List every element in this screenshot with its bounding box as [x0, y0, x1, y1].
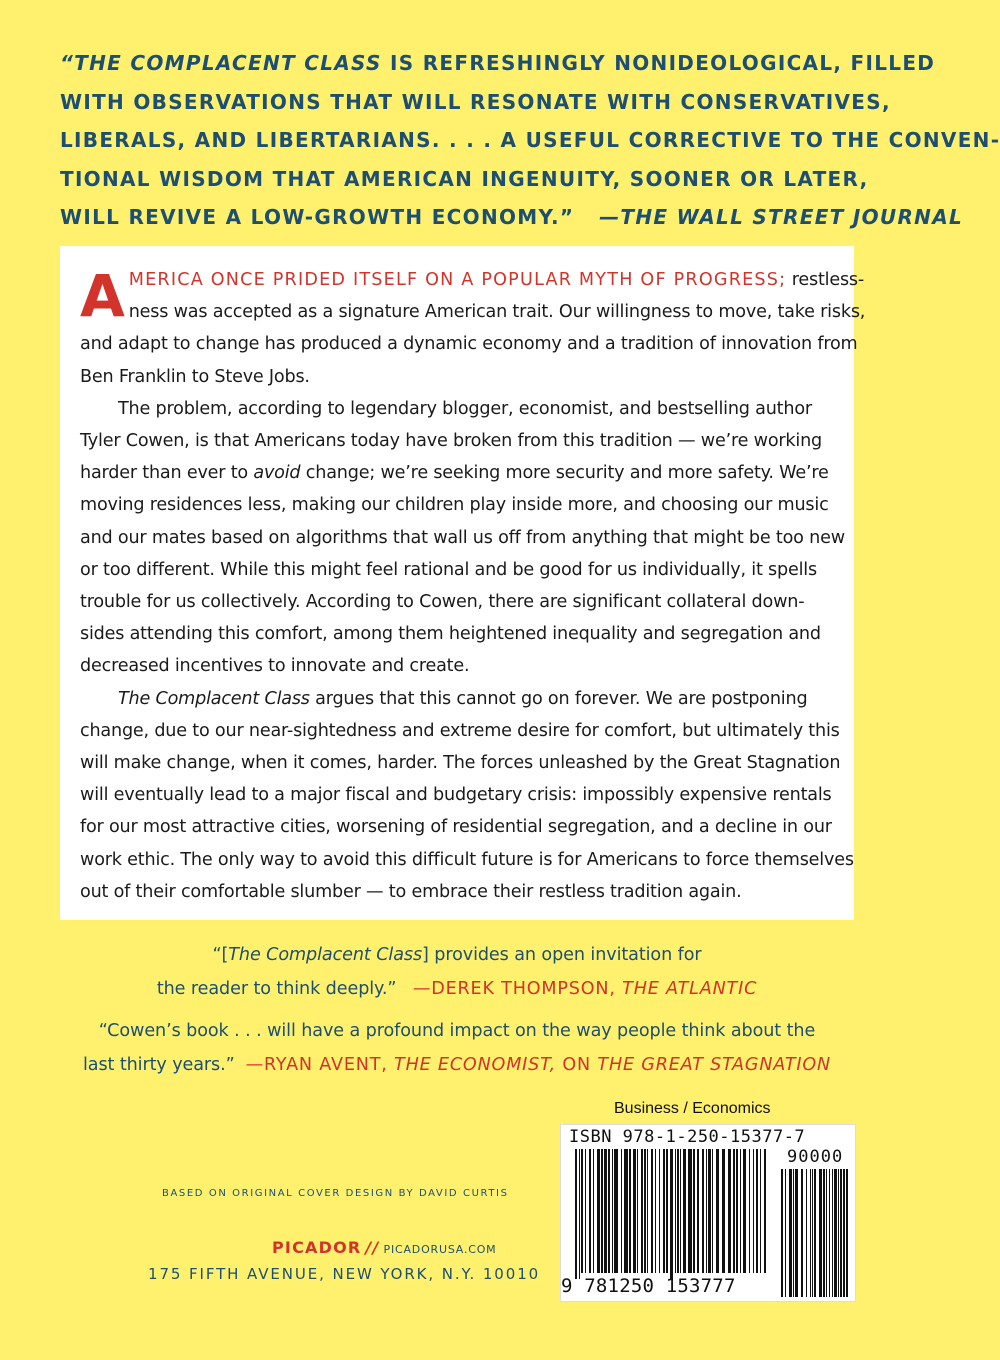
p2-line1: The problem, according to legendary blogger, economist, and bestselling author [118, 398, 812, 419]
barcode-bar [722, 1149, 725, 1273]
p2-line7: trouble for us collectively. According to Cowen, there are significant collateral down- [80, 592, 805, 613]
opening-caps: MERICA ONCE PRIDED ITSELF ON A POPULAR MYTH OF PROGRESS; [128, 270, 787, 290]
quote2-line1: ] provides an open invitation for [422, 945, 702, 965]
barcode-bar [697, 1149, 699, 1273]
barcode-bar [760, 1149, 761, 1273]
isbn-barcode [560, 1124, 856, 1302]
description-panel [60, 246, 866, 920]
p1-line2: ness was accepted as a signature American trait. Our willingness to move, take risks, [128, 302, 866, 323]
quote3-source-pub: THE ECONOMIST, [394, 1055, 556, 1075]
barcode-bar [693, 1149, 695, 1273]
isbn-text: ISBN 978-1-250-15377-7 [569, 1127, 806, 1147]
barcode-bar [633, 1149, 636, 1273]
drop-cap: A [80, 262, 125, 330]
p3-line6: work ethic. The only way to avoid this difficult future is for Americans to force themselves [80, 849, 854, 870]
p2-line3-emph: avoid [253, 463, 301, 484]
barcode-bar [659, 1149, 660, 1273]
barcode-bar [581, 1149, 583, 1273]
p2-line9: decreased incentives to innovate and create. [80, 656, 470, 677]
top-quote-line5: WILL REVIVE A LOW-GROWTH ECONOMY.” [60, 205, 575, 229]
quote2-open: “[ [212, 945, 229, 965]
barcode-bar [708, 1149, 711, 1273]
p1-line1-end: restless- [786, 270, 865, 290]
barcode-bar [641, 1149, 643, 1273]
barcode-bar [629, 1149, 631, 1273]
barcode-bar [677, 1149, 679, 1273]
p2-line5: and our mates based on algorithms that wall us off from anything that might be too new [80, 527, 845, 548]
barcode-bar [612, 1149, 613, 1273]
barcode-bar [733, 1149, 735, 1273]
review-quote-atlantic [60, 938, 854, 1006]
barcode-bar [585, 1149, 586, 1273]
barcode-bar [753, 1149, 754, 1273]
barcode-bar [688, 1149, 692, 1273]
barcode-bar [593, 1149, 594, 1273]
quote3-source-on: ON [555, 1055, 598, 1075]
p2-line2: Tyler Cowen, is that Americans today have broken from this tradition — we’re working [80, 431, 823, 452]
top-review-quote [60, 44, 1000, 237]
barcode-bar [614, 1149, 618, 1273]
barcode-bar [637, 1149, 638, 1273]
barcode-bar [575, 1149, 577, 1279]
p2-line3b: change; we’re seeking more security and more safety. We’re [300, 463, 829, 484]
quote3-line1: “Cowen’s book . . . will have a profound impact on the way people think about the [98, 1021, 816, 1041]
barcode-bar [683, 1149, 686, 1273]
publisher-slash: // [365, 1238, 380, 1257]
quote3-source-book: THE GREAT STAGNATION [597, 1055, 831, 1075]
barcode-bar [670, 1149, 673, 1279]
publisher-line [272, 1238, 496, 1257]
quote2-source-name: —DEREK THOMPSON, [412, 979, 623, 999]
price-code: 90000 [787, 1147, 844, 1167]
top-quote-line2: WITH OBSERVATIONS THAT WILL RESONATE WITH CONSERVATIVES, [60, 89, 891, 114]
barcode-bar [706, 1149, 707, 1273]
barcode-bar [675, 1149, 676, 1273]
barcode-bar [621, 1149, 622, 1273]
publisher-website: PICADORUSA.COM [383, 1243, 497, 1256]
quote3-source-name: —RYAN AVENT, [245, 1055, 395, 1075]
barcode-bar [663, 1149, 665, 1273]
p2-line8: sides attending this comfort, among them heightened inequality and segregation and [80, 624, 821, 645]
barcode-bar [644, 1149, 646, 1273]
p3-line2: change, due to our near-sightedness and extreme desire for comfort, but ultimately this [80, 720, 840, 741]
quote3-line2: last thirty years.” [83, 1055, 235, 1075]
book-category: Business / Economics [614, 1100, 771, 1117]
barcode-bar [601, 1149, 603, 1273]
p3-title: The Complacent Class [118, 688, 310, 709]
top-quote-line1: IS REFRESHINGLY NONIDEOLOGICAL, FILLED [381, 51, 936, 75]
barcode-bar [728, 1149, 731, 1273]
barcode-bar [749, 1149, 750, 1273]
barcode-bar [579, 1149, 580, 1279]
barcode-bar [740, 1149, 741, 1273]
p3-line4: will eventually lead to a major fiscal and budgetary crisis: impossibly expensive rentals [80, 785, 832, 806]
publisher-name: PICADOR [272, 1238, 362, 1257]
p1-line3: and adapt to change has produced a dynamic economy and a tradition of innovation from [80, 334, 858, 355]
barcode-bar [608, 1149, 610, 1273]
publisher-address: 175 FIFTH AVENUE, NEW YORK, N.Y. 10010 [148, 1265, 541, 1283]
description-text [80, 262, 866, 908]
barcode-bar [597, 1149, 600, 1273]
quote-book-title: “THE COMPLACENT CLASS [60, 51, 382, 75]
barcode-bar [743, 1149, 746, 1273]
top-quote-line3: LIBERALS, AND LIBERTARIANS. . . . A USEFUL CORRECTIVE TO THE CONVEN- [60, 128, 1000, 152]
review-quote-economist [60, 1014, 854, 1082]
ean-digits: 9 781250 153777 [561, 1275, 736, 1297]
quote2-title: The Complacent Class [228, 945, 423, 965]
barcode-bar [624, 1149, 628, 1273]
p3-line7: out of their comfortable slumber — to embrace their restless tradition again. [80, 881, 742, 902]
barcode-bar [756, 1149, 758, 1273]
p2-line3a: harder than ever to [80, 463, 254, 484]
p3-line5: for our most attractive cities, worsening of residential segregation, and a decline in our [80, 817, 832, 838]
barcode-bar [666, 1149, 668, 1273]
barcode-bar [589, 1149, 591, 1273]
barcode-bar [716, 1149, 719, 1273]
quote2-source-pub: THE ATLANTIC [622, 979, 758, 999]
p3-line3: will make change, when it comes, harder. The forces unleashed by the Great Stagnation [80, 753, 841, 774]
barcode-bar [647, 1149, 648, 1273]
design-credit: BASED ON ORIGINAL COVER DESIGN BY DAVID CURTIS [162, 1188, 509, 1199]
barcode-bar [655, 1149, 656, 1273]
barcode-bar [604, 1149, 607, 1273]
quote2-line2: the reader to think deeply.” [156, 979, 397, 999]
barcode-bar [736, 1149, 738, 1273]
barcode-bar [764, 1149, 766, 1273]
barcode-bar [712, 1149, 713, 1273]
p3-line1: argues that this cannot go on forever. We are postponing [309, 688, 808, 709]
barcode-bar [680, 1149, 681, 1273]
barcode-bar [702, 1149, 704, 1273]
p2-line4: moving residences less, making our children play inside more, and choosing our music [80, 495, 829, 516]
top-quote-line4: TIONAL WISDOM THAT AMERICAN INGENUITY, SOONER OR LATER, [60, 166, 869, 191]
p1-line4: Ben Franklin to Steve Jobs. [80, 366, 310, 387]
top-quote-source: —THE WALL STREET JOURNAL [599, 205, 964, 229]
barcode-bar [651, 1149, 653, 1273]
p2-line6: or too different. While this might feel rational and be good for us individually, it spells [80, 559, 817, 580]
